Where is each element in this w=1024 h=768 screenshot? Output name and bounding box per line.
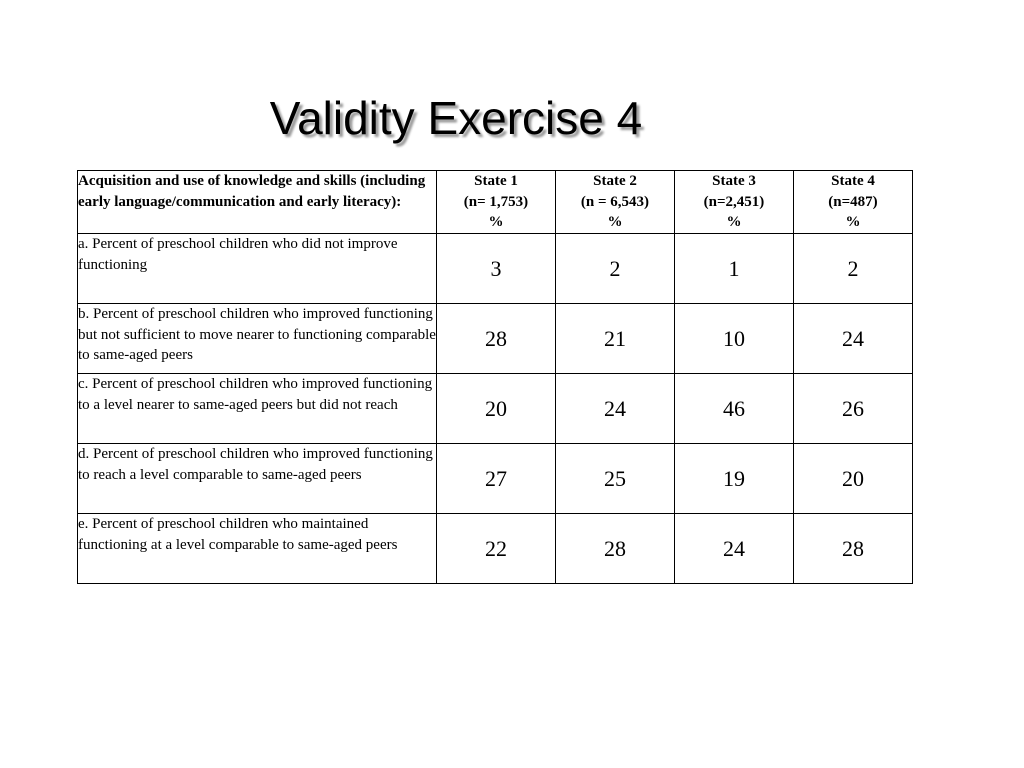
table-row <box>78 304 913 374</box>
table-row <box>78 444 913 514</box>
cell-value: 20 <box>794 444 913 514</box>
row-label-c: c. Percent of preschool children who improved functioning to a level nearer to same-aged peers but did not reach <box>78 374 437 444</box>
cell-value: 28 <box>556 514 675 584</box>
cell-value: 28 <box>437 304 556 374</box>
state-unit: % <box>845 214 861 230</box>
table-row <box>78 514 913 584</box>
cell-value: 1 <box>675 234 794 304</box>
cell-value: 21 <box>556 304 675 374</box>
state-unit: % <box>488 214 504 230</box>
table-header-row <box>78 171 913 234</box>
cell-value: 24 <box>794 304 913 374</box>
state-name: State 4 <box>831 173 875 189</box>
row-label-d: d. Percent of preschool children who improved functioning to reach a level comparable to same-aged peers <box>78 444 437 514</box>
header-state-4 <box>794 171 913 234</box>
header-state-1 <box>437 171 556 234</box>
cell-value: 20 <box>437 374 556 444</box>
state-name: State 3 <box>712 173 756 189</box>
outcomes-table <box>77 170 913 584</box>
state-unit: % <box>607 214 623 230</box>
state-sample-size: (n=487) <box>828 193 878 210</box>
cell-value: 3 <box>437 234 556 304</box>
cell-value: 27 <box>437 444 556 514</box>
state-name: State 2 <box>593 173 637 189</box>
state-sample-size: (n= 1,753) <box>463 193 529 210</box>
cell-value: 24 <box>556 374 675 444</box>
table-row <box>78 374 913 444</box>
cell-value: 46 <box>675 374 794 444</box>
state-unit: % <box>726 214 742 230</box>
cell-value: 2 <box>794 234 913 304</box>
header-state-3 <box>675 171 794 234</box>
header-description: Acquisition and use of knowledge and skills (including early language/communication and early literacy): <box>78 171 437 234</box>
state-sample-size: (n=2,451) <box>703 193 765 210</box>
cell-value: 28 <box>794 514 913 584</box>
cell-value: 19 <box>675 444 794 514</box>
cell-value: 22 <box>437 514 556 584</box>
state-sample-size: (n = 6,543) <box>580 193 650 210</box>
row-label-e: e. Percent of preschool children who maintained functioning at a level comparable to same-aged peers <box>78 514 437 584</box>
cell-value: 26 <box>794 374 913 444</box>
cell-value: 25 <box>556 444 675 514</box>
row-label-a: a. Percent of preschool children who did not improve functioning <box>78 234 437 304</box>
header-state-2 <box>556 171 675 234</box>
table-row <box>78 234 913 304</box>
state-name: State 1 <box>474 173 518 189</box>
row-label-b: b. Percent of preschool children who improved functioning but not sufficient to move nearer to functioning comparable to same-aged peers <box>78 304 437 374</box>
slide-title: Validity Exercise 4 <box>269 92 643 144</box>
cell-value: 10 <box>675 304 794 374</box>
cell-value: 2 <box>556 234 675 304</box>
cell-value: 24 <box>675 514 794 584</box>
